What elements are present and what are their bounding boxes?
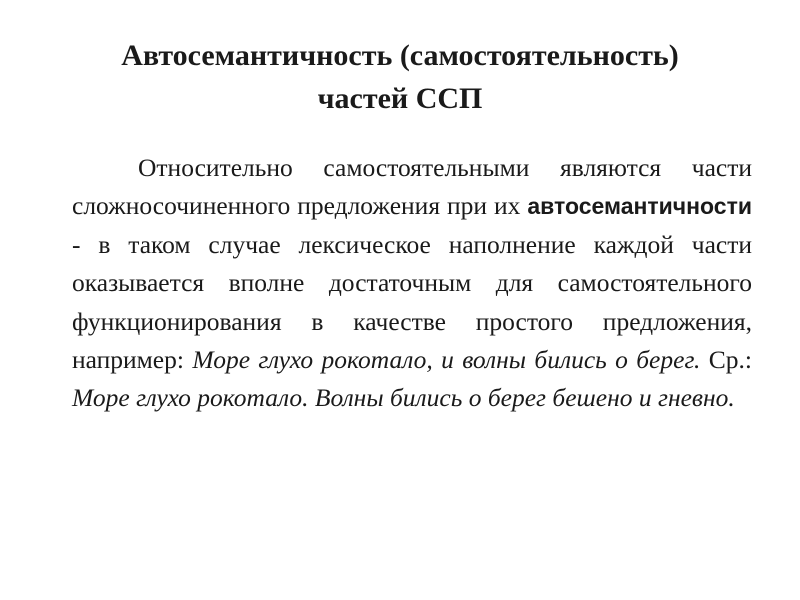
body-paragraph — [72, 149, 752, 418]
key-term: автосемантичности — [527, 193, 752, 220]
body-text-main: - в таком случае лексическое наполнение каждой части оказывается вполне достаточным для самостоятельного функционирования в качестве простого предложения, например: — [72, 229, 752, 375]
example-sentence-2: Море глухо рокотало. Волны бились о берег бешено и гневно. — [72, 383, 735, 413]
body-text-intro: Относительно самостоятельными являются части сложносочиненного предложения при их — [72, 153, 752, 221]
compare-label: Ср.: — [700, 345, 753, 375]
title-line-2: частей ССП — [317, 82, 483, 115]
slide-title — [40, 34, 760, 120]
title-line-1: Автосемантичность (самостоятельность) — [121, 39, 679, 72]
example-sentence-1: Море глухо рокотало, и волны бились о берег. — [192, 345, 701, 375]
